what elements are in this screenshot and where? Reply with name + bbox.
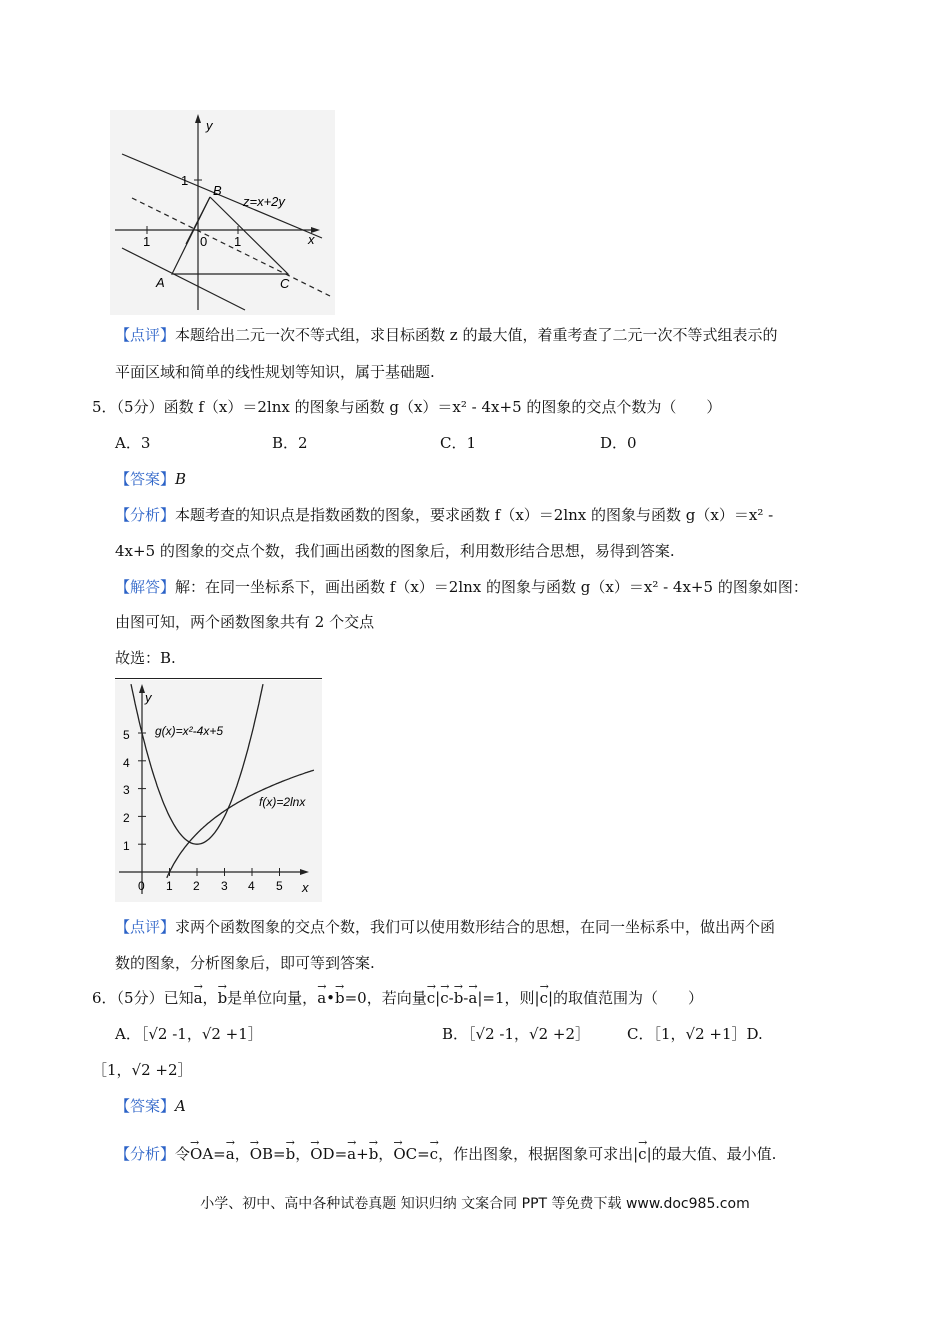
fig2-xtick-1: 1: [166, 879, 173, 893]
q6-stem: 6．（5分）已知→ a，→ b是单位向量，→ a•→ b=0，若向量→ c|→ c-→ b-→ a|=1，则|→ c|的取值范围为（ ）: [92, 988, 703, 1008]
fig1-label-1-right: 1: [234, 234, 242, 249]
fig2-label-y: y: [145, 690, 152, 705]
vector-c: → c: [427, 988, 435, 1008]
fig1-label-1-top: 1: [181, 173, 189, 188]
q6-answer: 【答案】A: [115, 1097, 186, 1115]
q5-option-b: B．2: [272, 434, 308, 452]
q5-review-line2: 数的图象，分析图象后，即可等到答案.: [115, 954, 375, 972]
fig1-label-0: 0: [200, 234, 208, 249]
fig1-label-C: C: [280, 276, 290, 291]
fig1-label-x: x: [308, 232, 315, 247]
q5-option-c: C．1: [440, 434, 477, 452]
fig2-xtick-4: 4: [248, 879, 255, 893]
q6-option-a: A．［√2 -1，√2 +1］: [115, 1025, 263, 1043]
fig2-ytick-3: 3: [123, 783, 130, 797]
figure-linear-programming: [110, 110, 335, 315]
fig2-ytick-1: 1: [123, 839, 130, 853]
q5-solution-line2: 由图可知，两个函数图象共有 2 个交点: [115, 613, 375, 631]
fig2-xtick-2: 2: [193, 879, 200, 893]
q6-option-d: ［1，√2 +2］: [92, 1061, 193, 1079]
review4-line2: 平面区域和简单的线性规划等知识，属于基础题.: [115, 363, 435, 381]
fig2-ytick-5: 5: [123, 728, 130, 742]
q5-option-d: D．0: [600, 434, 637, 452]
q5-solution-line3: 故选：B.: [115, 649, 176, 667]
vector-a: → a: [194, 988, 203, 1008]
q6-option-c: C．［1，√2 +1］D.: [627, 1025, 763, 1043]
page-footer: 小学、初中、高中各种试卷真题 知识归纳 文案合同 PPT 等免费下载 www.doc985.com: [200, 1196, 750, 1212]
fig2-xtick-3: 3: [221, 879, 228, 893]
fig1-label-z: z=x+2y: [243, 194, 285, 209]
fig1-label-B: B: [213, 183, 222, 198]
q6-option-b: B．［√2 -1，√2 +2］: [442, 1025, 590, 1043]
review4-tag: 【点评】: [115, 326, 176, 344]
fig2-label-x: x: [302, 880, 309, 895]
fig1-label-1-left: 1: [143, 234, 151, 249]
fig2-label-f: f(x)=2lnx: [259, 795, 306, 809]
fig2-ytick-2: 2: [123, 811, 130, 825]
q5-answer: 【答案】B: [115, 470, 187, 488]
review4-line1: 【点评】本题给出二元一次不等式组，求目标函数 z 的最大值，着重考查了二元一次不等式组表示的: [115, 326, 778, 344]
fig1-label-y: y: [206, 118, 213, 133]
figure-function-graphs: [115, 680, 322, 902]
q5-solution-line1: 【解答】解：在同一坐标系下，画出函数 f（x）＝2lnx 的图象与函数 g（x）＝x² - 4x+5 的图象如图：: [115, 578, 808, 596]
vector-b: → b: [218, 988, 228, 1008]
q5-analysis-line2: 4x+5 的图象的交点个数，我们画出函数的图象后，利用数形结合思想，易得到答案.: [115, 542, 675, 560]
fig2-xtick-5: 5: [276, 879, 283, 893]
fig2-xtick-0: 0: [138, 879, 145, 893]
fig2-ytick-4: 4: [123, 756, 130, 770]
q6-analysis: 【分析】令→ OA=→ a，→ OB=→ b，→ OD=→ a+→ b，→ OC=→ c，作出图象，根据图象可求出|→ c|的最大值、最小值.: [115, 1144, 776, 1164]
fig1-label-A: A: [156, 275, 165, 290]
q5-option-a: A．3: [115, 434, 151, 452]
q5-stem: 5．（5分）函数 f（x）＝2lnx 的图象与函数 g（x）＝x² - 4x+5 的图象的交点个数为（ ）: [92, 398, 722, 416]
fig2-top-rule: [115, 678, 322, 679]
fig2-label-g: g(x)=x²-4x+5: [155, 724, 224, 738]
q5-analysis-line1: 【分析】本题考查的知识点是指数函数的图象，要求函数 f（x）＝2lnx 的图象与函数 g（x）＝x² -: [115, 506, 774, 524]
q5-review-line1: 【点评】求两个函数图象的交点个数，我们可以使用数形结合的思想，在同一坐标系中，做出两个函: [115, 918, 776, 936]
